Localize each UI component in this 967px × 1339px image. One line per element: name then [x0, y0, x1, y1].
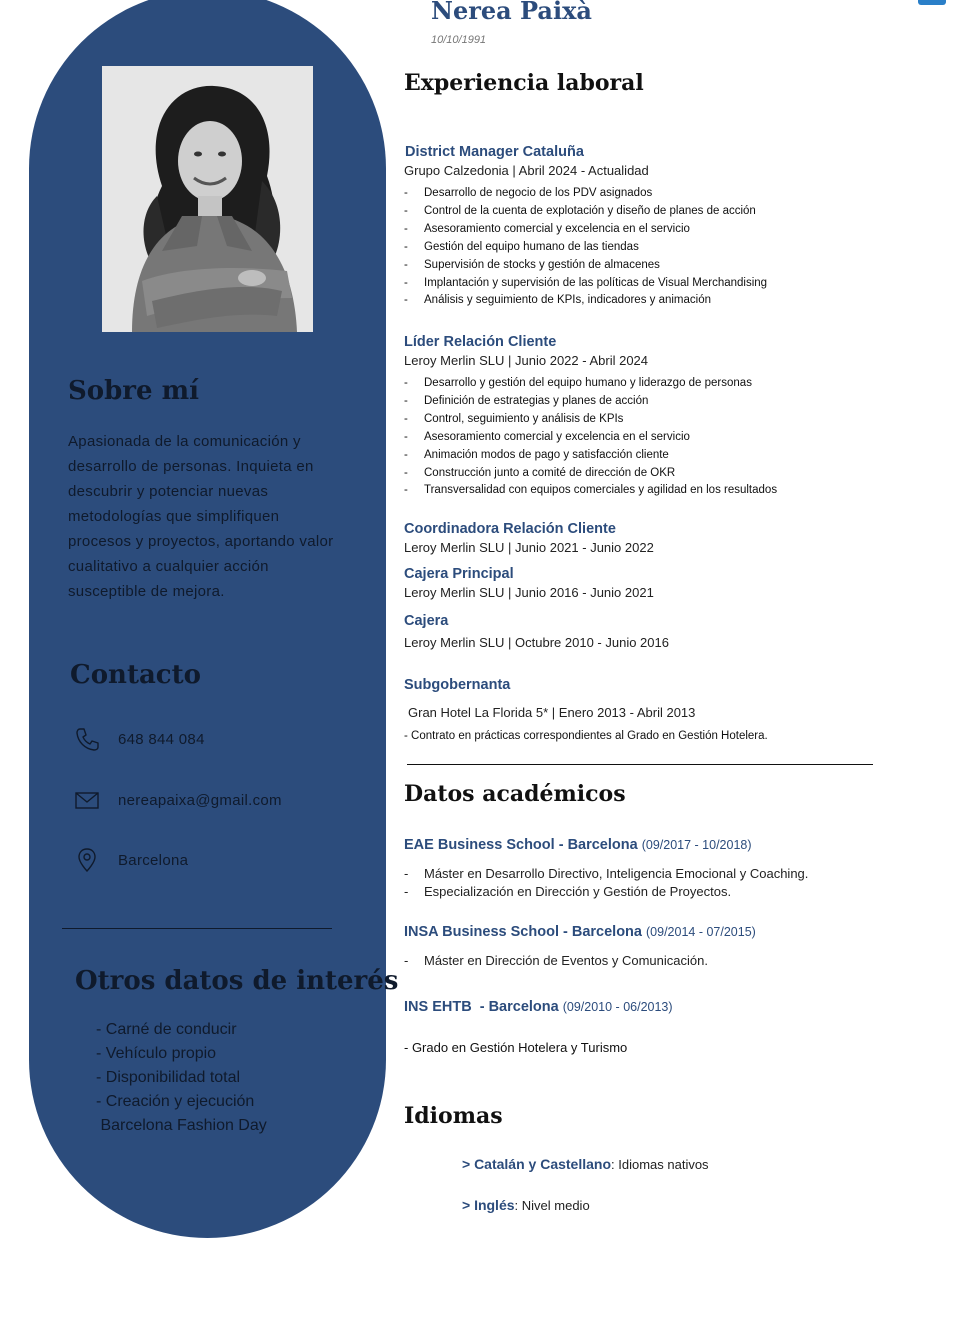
list-item: - Transversalidad con equipos comerciales y agilidad en los resultados [404, 482, 777, 500]
languages-title: Idiomas [404, 1103, 503, 1129]
profile-photo [102, 66, 313, 332]
education-entry-title [404, 837, 752, 853]
job-company: Leroy Merlin SLU | Junio 2021 - Junio 2022 [404, 540, 654, 555]
education-entry-title [404, 999, 673, 1015]
language-item [462, 1156, 709, 1172]
job-title: District Manager Cataluña [405, 144, 584, 160]
other-info-item: Barcelona Fashion Day [96, 1117, 267, 1134]
list-item: - Asesoramiento comercial y excelencia en el servicio [404, 221, 767, 239]
contact-title: Contacto [70, 660, 201, 690]
contact-email[interactable] [74, 786, 282, 814]
phone-number: 648 844 084 [118, 730, 205, 748]
language-name: > Catalán y Castellano [462, 1156, 612, 1172]
list-item: - Máster en Dirección de Eventos y Comunicación. [404, 952, 708, 970]
job-company: Leroy Merlin SLU | Junio 2016 - Junio 2021 [404, 585, 654, 600]
language-name: > Inglés [462, 1197, 515, 1213]
job-company: Gran Hotel La Florida 5* | Enero 2013 - Abril 2013 [408, 705, 696, 720]
job-title: Coordinadora Relación Cliente [404, 521, 616, 537]
sidebar-divider [62, 928, 332, 929]
experience-title: Experiencia laboral [404, 70, 644, 96]
about-text: Apasionada de la comunicación y desarrollo de personas. Inquieta en descubrir y potenciar nuevas metodologías que simplifiquen procesos y proyectos, aportando valor cualitativo a cualquier acción susceptible de mejora. [68, 433, 334, 600]
list-item: - Control de la cuenta de explotación y diseño de planes de acción [404, 203, 767, 221]
list-item: - Definición de estrategias y planes de acción [404, 393, 777, 411]
job-company: Leroy Merlin SLU | Octubre 2010 - Junio 2016 [404, 635, 669, 650]
education-note: - Grado en Gestión Hotelera y Turismo [404, 1040, 628, 1055]
about-title: Sobre mí [68, 376, 199, 406]
list-item: - Desarrollo de negocio de los PDV asignados [404, 185, 767, 203]
envelope-icon [74, 787, 100, 813]
list-item: - Máster en Desarrollo Directivo, Inteligencia Emocional y Coaching. [404, 865, 808, 883]
education-entry-title [404, 924, 756, 940]
language-level: : Nivel medio [514, 1198, 590, 1213]
list-item: - Construcción junto a comité de dirección de OKR [404, 465, 777, 483]
education-bullets [404, 952, 708, 970]
education-title: Datos académicos [404, 781, 626, 807]
list-item: - Desarrollo y gestión del equipo humano y liderazgo de personas [404, 375, 777, 393]
institution-name: INS EHTB - Barcelona [404, 999, 559, 1015]
birthdate: 10/10/1991 [431, 34, 487, 46]
list-item: - Supervisión de stocks y gestión de almacenes [404, 257, 767, 275]
list-item: - Análisis y seguimiento de KPIs, indicadores y animación [404, 292, 767, 310]
job-title: Líder Relación Cliente [404, 334, 557, 350]
job-note: - Contrato en prácticas correspondientes al Grado en Gestión Hotelera. [404, 730, 768, 742]
job-bullets [404, 185, 767, 310]
person-name: Nerea Paixà [431, 0, 592, 25]
job-title: Subgobernanta [404, 677, 511, 693]
top-button-fragment[interactable] [918, 0, 946, 5]
other-info-item: - Carné de conducir [96, 1021, 237, 1038]
institution-name: EAE Business School - Barcelona [404, 837, 638, 853]
job-bullets [404, 375, 777, 500]
other-info-item: - Creación y ejecución [96, 1093, 255, 1110]
education-dates: (09/2014 - 07/2015) [646, 925, 756, 939]
job-title: Cajera [404, 613, 449, 629]
other-info-item: - Disponibilidad total [96, 1069, 241, 1086]
portrait-illustration [102, 66, 313, 332]
contact-location[interactable] [74, 846, 189, 874]
email-address: nereapaixa@gmail.com [118, 791, 282, 809]
education-dates: (09/2017 - 10/2018) [641, 838, 752, 852]
map-pin-icon [74, 847, 100, 873]
language-item [462, 1197, 590, 1213]
contact-phone[interactable] [74, 725, 205, 753]
institution-name: INSA Business School - Barcelona [404, 924, 642, 940]
list-item: - Especialización en Dirección y Gestión de Proyectos. [404, 883, 808, 901]
other-info-title: Otros datos de interés [75, 966, 399, 996]
job-company: Leroy Merlin SLU | Junio 2022 - Abril 2024 [404, 353, 649, 368]
other-info-item: - Vehículo propio [96, 1045, 217, 1062]
list-item: - Gestión del equipo humano de las tiendas [404, 239, 767, 257]
education-dates: (09/2010 - 06/2013) [562, 1000, 673, 1014]
other-info-list [96, 1018, 267, 1138]
job-title: Cajera Principal [404, 566, 514, 582]
section-divider [407, 764, 873, 765]
list-item: - Implantación y supervisión de las políticas de Visual Merchandising [404, 275, 767, 293]
list-item: - Animación modos de pago y satisfacción cliente [404, 447, 777, 465]
list-item: - Asesoramiento comercial y excelencia en el servicio [404, 429, 777, 447]
list-item: - Control, seguimiento y análisis de KPIs [404, 411, 777, 429]
location-text: Barcelona [118, 851, 189, 869]
language-level: : Idiomas nativos [611, 1157, 709, 1172]
job-company: Grupo Calzedonia | Abril 2024 - Actualidad [404, 163, 649, 178]
education-bullets [404, 865, 808, 900]
phone-icon [74, 726, 100, 752]
